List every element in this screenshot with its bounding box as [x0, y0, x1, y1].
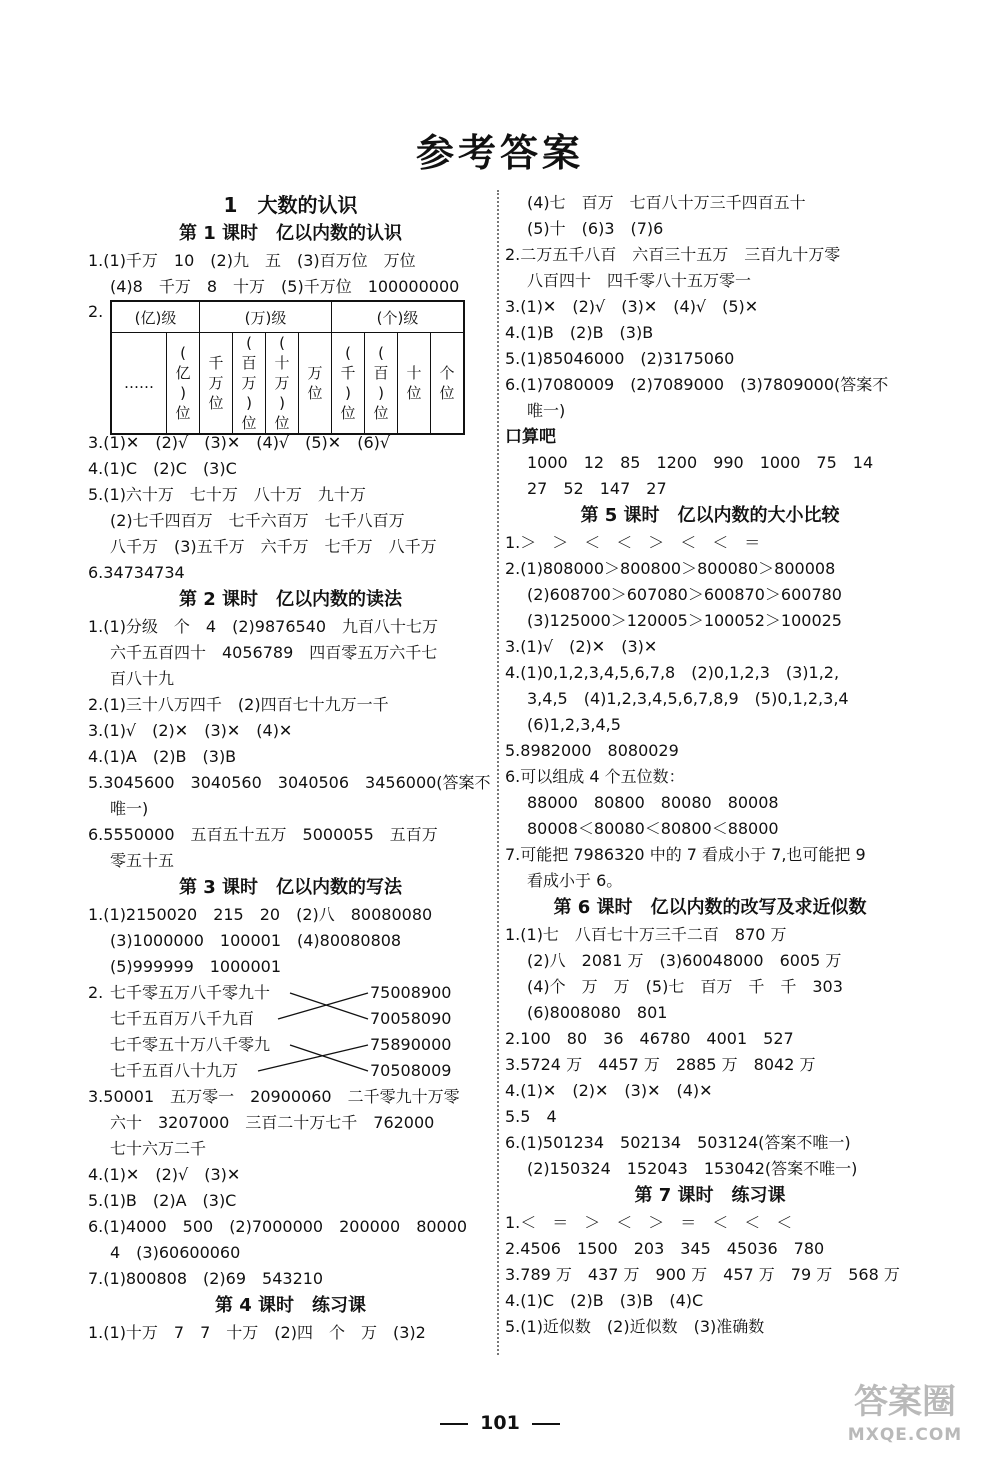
place-label: 十 位: [406, 364, 422, 402]
answer-line: 六十 3207000 三百二十万七千 762000: [110, 1113, 435, 1132]
watermark-text: 答案圈: [854, 1382, 956, 1422]
lesson-1-heading: 第 1 课时 亿以内数的认识: [178, 223, 403, 244]
answer-line: 唯一): [110, 799, 149, 818]
table-cell: ……: [111, 333, 167, 435]
match-left-item: 七千零五十万八千零九: [110, 1035, 271, 1054]
place-label: 千 万 位: [208, 354, 224, 412]
left-column: [88, 190, 493, 1346]
table-header-cell: (个)级: [332, 301, 465, 333]
answer-line: 4.(1)A (2)B (3)B: [88, 747, 237, 766]
place-value-table-block: [88, 300, 493, 430]
answer-line: 唯一): [527, 401, 566, 420]
place-label: ( 千 ) 位: [340, 344, 356, 422]
table-header-cell: (万)级: [200, 301, 332, 333]
match-line: [290, 1045, 368, 1071]
lesson-3-heading: 第 3 课时 亿以内数的写法: [178, 877, 403, 898]
answer-line: 2.(1)808000＞800800＞800080＞800008: [505, 559, 836, 578]
matching-exercise: [88, 980, 493, 1084]
answer-line: 看成小于 6。: [527, 871, 623, 890]
mental-math-heading: 口算吧: [505, 427, 556, 447]
answer-line: 3.789 万 437 万 900 万 457 万 79 万 568 万: [505, 1265, 900, 1284]
answer-line: 7.(1)800808 (2)69 543210: [88, 1269, 324, 1288]
match-left-item: 七千五百万八千九百: [110, 1009, 255, 1028]
answer-line: 6.(1)7080009 (2)7089000 (3)7809000(答案不: [505, 375, 889, 394]
answer-line: 7.可能把 7986320 中的 7 看成小于 7,也可能把 9: [505, 845, 866, 864]
answer-line: 1.(1)2150020 215 20 (2)八 80080080: [88, 905, 433, 924]
answer-line: (4)个 万 万 (5)七 百万 千 千 303: [527, 977, 843, 996]
section-heading: 1 大数的认识: [223, 193, 358, 217]
answer-line: (2)七千四百万 七千六百万 七千八百万: [110, 511, 405, 530]
dash-right: [532, 1423, 560, 1425]
answer-line: 1.(1)千万 10 (2)九 五 (3)百万位 万位: [88, 251, 416, 270]
question-number: 2.: [88, 302, 104, 321]
match-right-item: 75890000: [370, 1035, 452, 1054]
answer-line: 4.(1)B (2)B (3)B: [505, 323, 654, 342]
answer-line: 七十六万二千: [110, 1139, 207, 1158]
answer-line: 百八十九: [110, 669, 175, 688]
table-cell: [200, 333, 233, 435]
matching-lines: [88, 980, 493, 1084]
column-divider: [497, 190, 499, 1355]
answer-line: 4.(1)C (2)B (3)B (4)C: [505, 1291, 704, 1310]
answer-line: 4.(1)0,1,2,3,4,5,6,7,8 (2)0,1,2,3 (3)1,2,: [505, 663, 840, 682]
answer-line: 3.(1)✕ (2)√ (3)✕ (4)√ (5)✕ (6)√: [88, 433, 391, 452]
answer-line: 3.5724 万 4457 万 2885 万 8042 万: [505, 1055, 816, 1074]
watermark-logo: [815, 1380, 995, 1460]
answer-line: 6.(1)4000 500 (2)7000000 200000 80000: [88, 1217, 468, 1236]
answer-line: (6)8008080 801: [527, 1003, 668, 1022]
question-number: 2.: [88, 983, 104, 1002]
table-cell: [332, 333, 365, 435]
answer-line: 八千万 (3)五千万 六千万 七千万 八千万: [110, 537, 437, 556]
place-label: ( 百 ) 位: [373, 344, 389, 422]
match-right-item: 75008900: [370, 983, 452, 1002]
match-right-item: 70058090: [370, 1009, 452, 1028]
answer-line: 6.(1)501234 502134 503124(答案不唯一): [505, 1133, 851, 1152]
answer-line: 4.(1)✕ (2)✕ (3)✕ (4)✕: [505, 1081, 713, 1100]
answer-line: 88000 80800 80080 80008: [527, 793, 779, 812]
answer-line: (4)8 千万 8 十万 (5)千万位 100000000: [110, 277, 460, 296]
place-value-table: [110, 300, 465, 435]
answer-line: 1.＜ ＝ ＞ ＜ ＞ ＝ ＜ ＜ ＜: [505, 1213, 793, 1232]
table-cell: [167, 333, 200, 435]
answer-line: 2.100 80 36 46780 4001 527: [505, 1029, 794, 1048]
answer-line: (2)608700＞607080＞600870＞600780: [527, 585, 842, 604]
table-cell: [266, 333, 299, 435]
answer-line: (4)七 百万 七百八十万三千四百五十: [527, 193, 806, 212]
match-left-item: 七千五百八十九万: [110, 1061, 239, 1080]
answer-line: (6)1,2,3,4,5: [527, 715, 621, 734]
answer-line: 2.(1)三十八万四千 (2)四百七十九万一千: [88, 695, 389, 714]
table-header-cell: (亿)级: [111, 301, 200, 333]
place-label: ( 十 万 ) 位: [274, 334, 290, 432]
answer-line: 5.(1)85046000 (2)3175060: [505, 349, 735, 368]
place-label: 个 位: [439, 364, 455, 402]
match-line: [258, 1045, 368, 1071]
answer-line: 零五十五: [110, 851, 175, 870]
answer-line: 80008＜80080＜80800＜88000: [527, 819, 779, 838]
dash-left: [440, 1423, 468, 1425]
answer-line: 3,4,5 (4)1,2,3,4,5,6,7,8,9 (5)0,1,2,3,4: [527, 689, 849, 708]
answer-line: 4.(1)C (2)C (3)C: [88, 459, 237, 478]
place-label: 万 位: [307, 364, 323, 402]
answer-line: 5.(1)近似数 (2)近似数 (3)准确数: [505, 1317, 765, 1336]
answer-line: 6.34734734: [88, 563, 185, 582]
answer-line: 3.50001 五万零一 20900060 二千零九十万零: [88, 1087, 460, 1106]
answer-line: 3.(1)√ (2)✕ (3)✕: [505, 637, 658, 656]
answer-line: 1.(1)七 八百七十万三千二百 870 万: [505, 925, 787, 944]
table-cell: [398, 333, 431, 435]
table-cell: [431, 333, 465, 435]
answer-line: 3.(1)✕ (2)√ (3)✕ (4)√ (5)✕: [505, 297, 759, 316]
answer-line: 1.＞ ＞ ＜ ＜ ＞ ＜ ＜ ＝: [505, 533, 761, 552]
answer-line: 6.5550000 五百五十五万 5000055 五百万: [88, 825, 438, 844]
answer-line: 4 (3)60600060: [110, 1243, 241, 1262]
match-left-item: 七千零五万八千零九十: [110, 983, 271, 1002]
answer-line: 27 52 147 27: [527, 479, 667, 498]
match-right-item: 70508009: [370, 1061, 452, 1080]
answer-line: 1.(1)分级 个 4 (2)9876540 九百八十七万: [88, 617, 439, 636]
right-column: [505, 190, 915, 1340]
place-label: ( 亿 ) 位: [175, 344, 191, 422]
lesson-7-heading: 第 7 课时 练习课: [634, 1185, 786, 1206]
answer-line: 6.可以组成 4 个五位数：: [505, 767, 685, 786]
answer-line: (5)十 (6)3 (7)6: [527, 219, 664, 238]
answer-line: 六千五百四十 4056789 四百零五万六千七: [110, 643, 438, 662]
answer-line: 5.3045600 3040560 3040506 3456000(答案不: [88, 773, 491, 792]
watermark-url: MXQE.COM: [847, 1425, 963, 1445]
lesson-6-heading: 第 6 课时 亿以内数的改写及求近似数: [553, 897, 867, 918]
answer-line: 5.8982000 8080029: [505, 741, 679, 760]
place-label: ( 百 万 ) 位: [241, 334, 257, 432]
lesson-5-heading: 第 5 课时 亿以内数的大小比较: [580, 505, 840, 526]
page-number-text: 101: [480, 1412, 520, 1434]
answer-line: 3.(1)√ (2)✕ (3)✕ (4)✕: [88, 721, 293, 740]
answer-line: 2.二万五千八百 六百三十五万 三百九十万零: [505, 245, 841, 264]
table-cell: [299, 333, 332, 435]
answer-line: (5)999999 1000001: [110, 957, 282, 976]
answer-line: 2.4506 1500 203 345 45036 780: [505, 1239, 825, 1258]
answer-line: 5.(1)B (2)A (3)C: [88, 1191, 237, 1210]
answer-line: 5.5 4: [505, 1107, 557, 1126]
lesson-4-heading: 第 4 课时 练习课: [214, 1295, 367, 1316]
answer-line: (3)125000＞120005＞100052＞100025: [527, 611, 842, 630]
answer-line: 5.(1)六十万 七十万 八十万 九十万: [88, 485, 366, 504]
page-title: 参考答案: [415, 131, 584, 175]
answer-line: (2)八 2081 万 (3)60048000 6005 万: [527, 951, 842, 970]
table-cell: [365, 333, 398, 435]
table-cell: [233, 333, 266, 435]
answer-line: 1.(1)十万 7 7 十万 (2)四 个 万 (3)2: [88, 1323, 426, 1342]
answer-line: 1000 12 85 1200 990 1000 75 14: [527, 453, 874, 472]
answer-line: (2)150324 152043 153042(答案不唯一): [527, 1159, 858, 1178]
answer-line: (3)1000000 100001 (4)80080808: [110, 931, 402, 950]
lesson-2-heading: 第 2 课时 亿以内数的读法: [178, 589, 403, 610]
answer-line: 4.(1)✕ (2)√ (3)✕: [88, 1165, 241, 1184]
answer-line: 八百四十 四千零八十五万零一: [527, 271, 752, 290]
